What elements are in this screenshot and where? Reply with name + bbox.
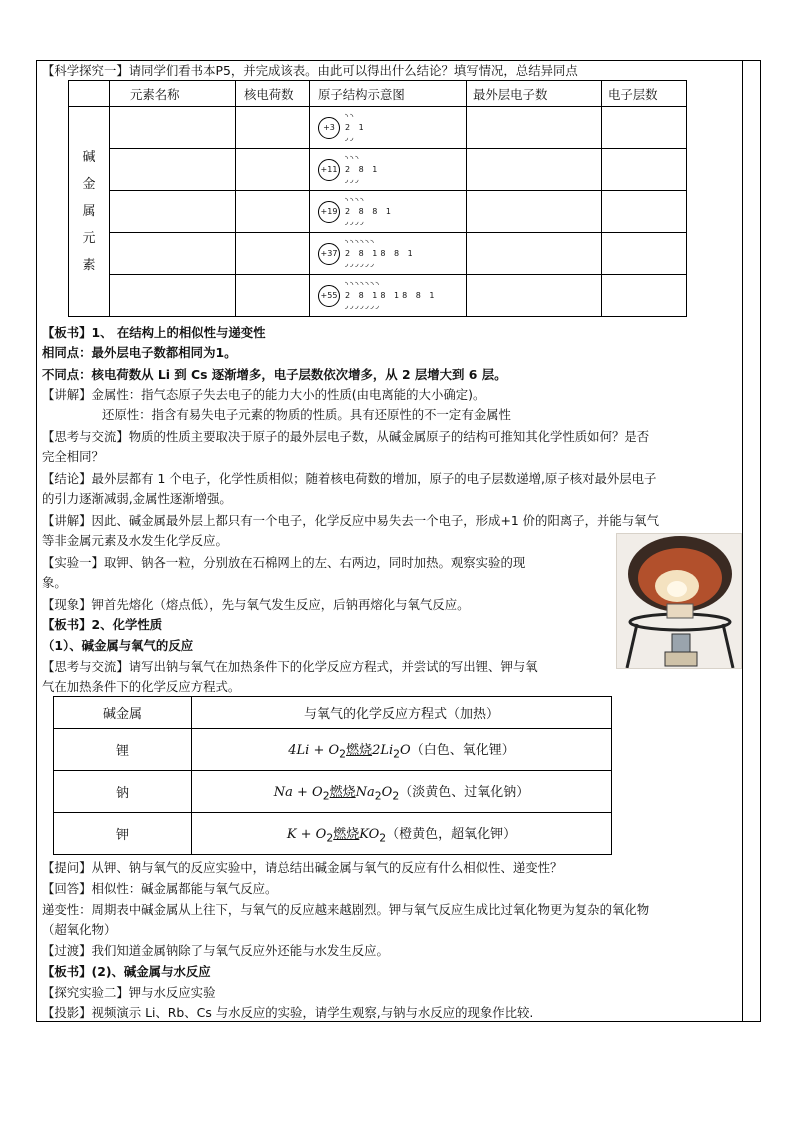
conclusion-line1: 【结论】最外层都有 1 个电子，化学性质相似；随着核电荷数的增加，原子的电子层数递增,原子核对最外层电子 [42, 471, 657, 486]
blank-cell[interactable] [236, 149, 310, 191]
blank-cell[interactable] [110, 275, 236, 317]
header-alkali-metal: 碱金属 [54, 697, 192, 729]
blank-cell[interactable] [467, 191, 602, 233]
blank-cell[interactable] [602, 191, 687, 233]
blank-cell[interactable] [467, 233, 602, 275]
question-line: 【提问】从钾、钠与氧气的反应实验中，请总结出碱金属与氧气的反应有什么相似性、递变性？ [42, 860, 563, 875]
header-nuclear-charge: 核电荷数 [236, 81, 310, 107]
row-label-alkali-metal: 碱 金 属 元 素 [69, 107, 110, 317]
blackboard-structure: 【板书】1、 在结构上的相似性与递变性 [42, 325, 266, 340]
blank-cell[interactable] [602, 233, 687, 275]
blank-cell[interactable] [467, 107, 602, 149]
think-exchange-line1: 【思考与交流】物质的性质主要取决于原子的最外层电子数，从碱金属原子的结构可推知其化学性质如何？是否 [42, 429, 650, 444]
corner-cell [69, 81, 110, 107]
transition-line: 【过渡】我们知道金属钠除了与氧气反应外还能与水发生反应。 [42, 943, 389, 958]
atom-diagram-cs: +55 ◝◝◝◝◝◝◝ 2 8 18 18 8 1 ◞◞◞◞◞◞◞ [310, 275, 467, 317]
header-element-name: 元素名称 [110, 81, 236, 107]
equation-na: $Na + O_2$燃烧$Na_2O_2$（淡黄色、过氧化钠） [192, 771, 612, 813]
oxygen-reaction-heading: （1）、碱金属与氧气的反应 [42, 638, 194, 653]
blank-cell[interactable] [602, 107, 687, 149]
think-exchange2-line1: 【思考与交流】请写出钠与氧气在加热条件下的化学反应方程式，并尝试的写出锂、钾与氧 [42, 659, 538, 674]
difference-line: 不同点：核电荷数从 Li 到 Cs 逐渐增多，电子层数依次增多，从 2 层增大到 6 层。 [42, 367, 507, 382]
experiment-one-line1: 【实验一】取钾、钠各一粒，分别放在石棉网上的左、右两边，同时加热。观察实验的现 [42, 555, 526, 570]
header-outer-electrons: 最外层电子数 [467, 81, 602, 107]
experiment-one-line2: 象。 [42, 575, 67, 590]
blank-cell[interactable] [110, 107, 236, 149]
think-exchange-line2: 完全相同？ [42, 449, 104, 464]
header-structure-diagram: 原子结构示意图 [310, 81, 467, 107]
oxygen-reaction-table [53, 696, 612, 855]
atom-diagram-na: +11 ◝◝◝ 2 8 1 ◞◞◞ [310, 149, 467, 191]
header-shell-count: 电子层数 [602, 81, 687, 107]
metal-na: 钠 [54, 771, 192, 813]
equation-li: $4Li + O_2$燃烧$2Li_2O$（白色、氧化锂） [192, 729, 612, 771]
margin-column-divider [742, 60, 743, 1022]
answer-line: 【回答】相似性：碱金属都能与氧气反应。 [42, 881, 278, 896]
trend-line2: （超氧化物） [42, 922, 117, 937]
blank-cell[interactable] [110, 233, 236, 275]
blackboard-chem-props: 【板书】2、化学性质 [42, 617, 163, 632]
projection-line: 【投影】视频演示 Li、Rb、Cs 与水反应的实验，请学生观察,与钠与水反应的现象作比较. [42, 1005, 534, 1020]
phenomenon-line: 【现象】钾首先熔化（熔点低），先与氧气发生反应，后钠再熔化与氧气反应。 [42, 597, 470, 612]
blank-cell[interactable] [602, 149, 687, 191]
explain-line1: 【讲解】因此、碱金属最外层上都只有一个电子，化学反应中易失去一个电子，形成+1 价的阳离子，并能与氧气 [42, 513, 659, 528]
experiment-photo [616, 533, 742, 669]
blank-cell[interactable] [467, 149, 602, 191]
intro-line: 【科学探究一】请同学们看书本P5，并完成该表。由此可以得出什么结论？填写情况，总结异同点 [42, 63, 578, 78]
explain-line2: 等非金属元素及水发生化学反应。 [42, 533, 228, 548]
metal-k: 钾 [54, 813, 192, 855]
blank-cell[interactable] [236, 107, 310, 149]
blank-cell[interactable] [110, 149, 236, 191]
equation-k: $K + O_2$燃烧$KO_2$（橙黄色，超氧化钾） [192, 813, 612, 855]
trend-line1: 递变性：周期表中碱金属从上往下，与氧气的反应越来越剧烈。钾与氧气反应生成比过氧化物更为复杂的氧化物 [42, 902, 650, 917]
explain-reducibility: 还原性：指含有易失电子元素的物质的性质。具有还原性的不一定有金属性 [102, 407, 511, 422]
header-equation: 与氧气的化学反应方程式（加热） [192, 697, 612, 729]
blank-cell[interactable] [236, 275, 310, 317]
atom-diagram-li: +3 ◝◝ 2 1 ◞◞ [310, 107, 467, 149]
blank-cell[interactable] [236, 233, 310, 275]
blank-cell[interactable] [236, 191, 310, 233]
blank-cell[interactable] [110, 191, 236, 233]
similarity-line: 相同点：最外层电子数都相同为1。 [42, 345, 237, 360]
think-exchange2-line2: 气在加热条件下的化学反应方程式。 [42, 679, 241, 694]
explain-metallicity: 【讲解】金属性：指气态原子失去电子的能力大小的性质(由电离能的大小确定)。 [42, 387, 486, 402]
atom-structure-table [68, 80, 687, 317]
blackboard-water-reaction: 【板书】(2)、碱金属与水反应 [42, 964, 211, 979]
blank-cell[interactable] [602, 275, 687, 317]
conclusion-line2: 的引力逐渐减弱,金属性逐渐增强。 [42, 491, 232, 506]
atom-diagram-rb: +37 ◝◝◝◝◝◝ 2 8 18 8 1 ◞◞◞◞◞◞ [310, 233, 467, 275]
atom-diagram-k: +19 ◝◝◝◝ 2 8 8 1 ◞◞◞◞ [310, 191, 467, 233]
blank-cell[interactable] [467, 275, 602, 317]
experiment-two-line: 【探究实验二】钾与水反应实验 [42, 985, 216, 1000]
metal-li: 锂 [54, 729, 192, 771]
